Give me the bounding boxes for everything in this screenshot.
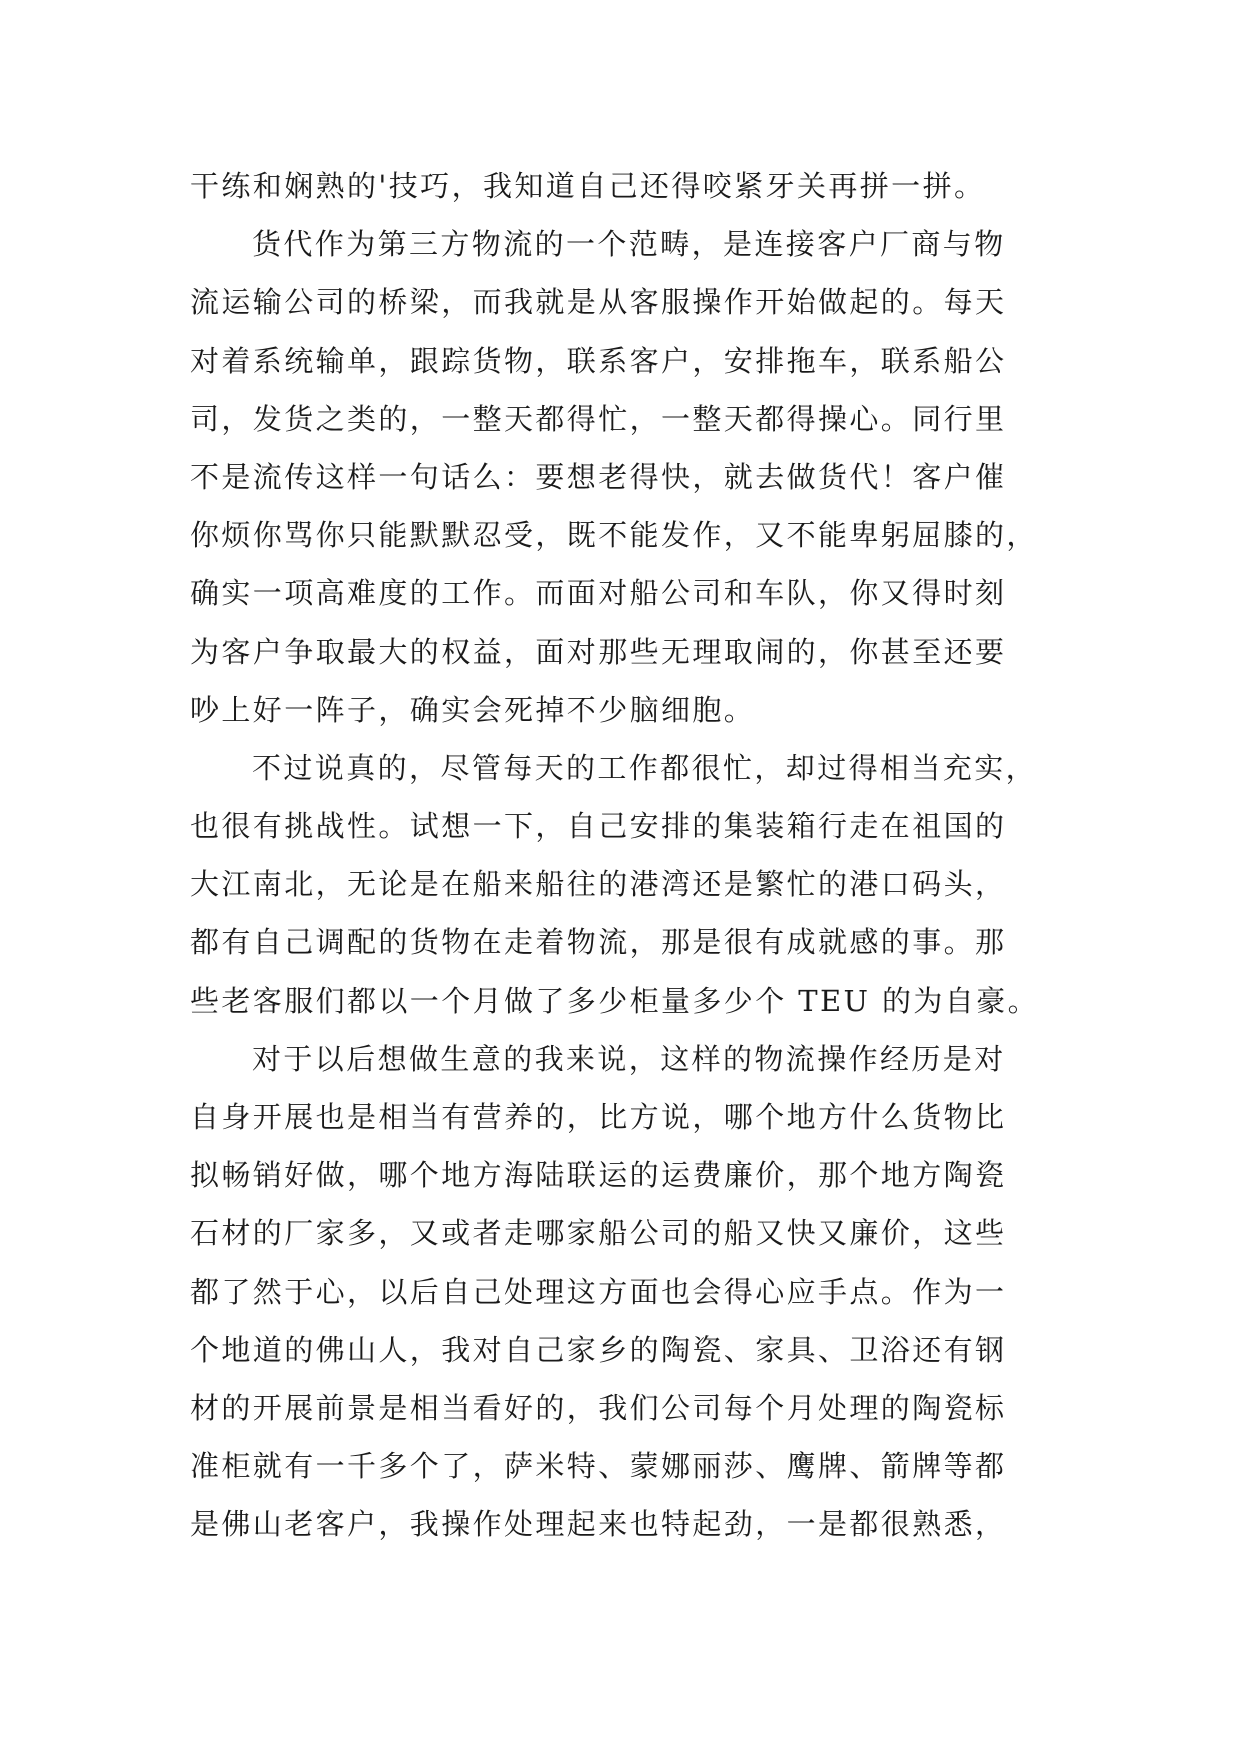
text-line: 司，发货之类的，一整天都得忙，一整天都得操心。同行里 bbox=[190, 401, 1007, 436]
text-line: 货代作为第三方物流的一个范畴，是连接客户厂商与物 bbox=[252, 227, 1006, 262]
text-line: 干练和娴熟的'技巧，我知道自己还得咬紧牙关再拼一拼。 bbox=[190, 169, 986, 203]
text-line: 材的开展前景是相当看好的，我们公司每个月处理的陶瓷标 bbox=[190, 1390, 1007, 1425]
text-line: 对着系统输单，跟踪货物，联系客户，安排拖车，联系船公 bbox=[190, 343, 1007, 378]
document-body-text bbox=[190, 157, 1060, 1554]
text-line: 拟畅销好做，哪个地方海陆联运的运费廉价，那个地方陶瓷 bbox=[190, 1158, 1007, 1193]
text-line: 都有自己调配的货物在走着物流，那是很有成就感的事。那 bbox=[190, 925, 1007, 960]
text-line: 自身开展也是相当有营养的，比方说，哪个地方什么货物比 bbox=[190, 1100, 1007, 1134]
text-line: 准柜就有一千多个了，萨米特、蒙娜丽莎、鹰牌、箭牌等都 bbox=[190, 1449, 1007, 1484]
text-line: 些老客服们都以一个月做了多少柜量多少个 TEU 的为自豪。 bbox=[190, 983, 1039, 1018]
text-line: 你烦你骂你只能默默忍受，既不能发作，又不能卑躬屈膝的， bbox=[190, 518, 1038, 553]
text-line: 都了然于心，以后自己处理这方面也会得心应手点。作为一 bbox=[190, 1274, 1007, 1309]
text-line: 个地道的佛山人，我对自己家乡的陶瓷、家具、卫浴还有钢 bbox=[190, 1332, 1007, 1367]
text-line: 确实一项高难度的工作。而面对船公司和车队，你又得时刻 bbox=[190, 576, 1007, 611]
text-line: 吵上好一阵子，确实会死掉不少脑细胞。 bbox=[190, 692, 756, 727]
text-line: 不过说真的，尽管每天的工作都很忙，却过得相当充实， bbox=[252, 750, 1038, 785]
text-line: 大江南北，无论是在船来船往的港湾还是繁忙的港口码头， bbox=[190, 867, 1007, 902]
text-line: 对于以后想做生意的我来说，这样的物流操作经历是对 bbox=[252, 1041, 1006, 1076]
text-line: 也很有挑战性。试想一下，自己安排的集装箱行走在祖国的 bbox=[190, 809, 1007, 844]
text-line: 流运输公司的桥梁，而我就是从客服操作开始做起的。每天 bbox=[190, 285, 1007, 320]
text-line: 为客户争取最大的权益，面对那些无理取闹的，你甚至还要 bbox=[190, 634, 1007, 669]
text-line: 不是流传这样一句话么：要想老得快，就去做货代！客户催 bbox=[190, 459, 1007, 494]
text-line: 是佛山老客户，我操作处理起来也特起劲，一是都很熟悉， bbox=[190, 1507, 1007, 1542]
text-line: 石材的厂家多，又或者走哪家船公司的船又快又廉价，这些 bbox=[190, 1216, 1007, 1251]
